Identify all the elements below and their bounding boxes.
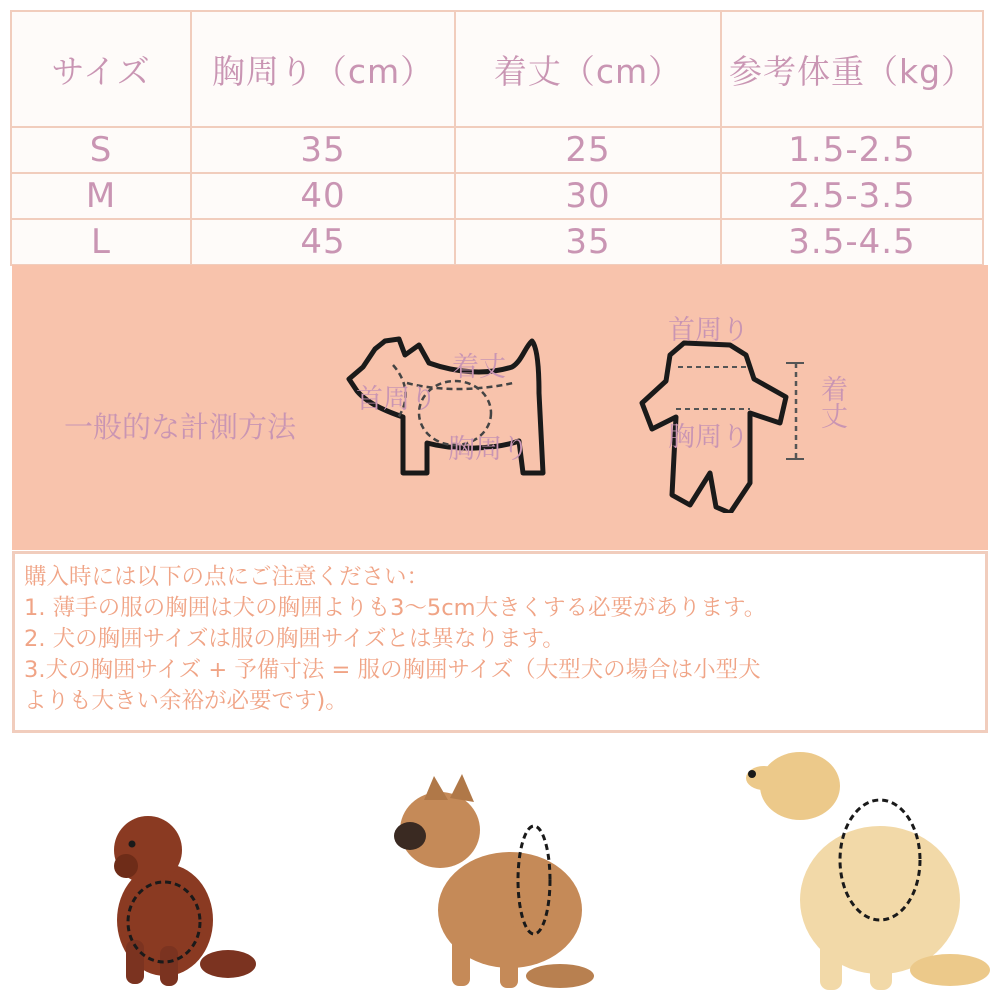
notes-heading: 購入時には以下の点にご注意ください：	[24, 564, 430, 590]
table-row	[12, 128, 988, 174]
dog-chest-label: 胸周り	[448, 434, 529, 465]
measurement-panel	[12, 265, 988, 550]
retriever-photo	[746, 752, 990, 990]
length-cell: 35	[454, 218, 722, 266]
poodle-photo	[114, 816, 256, 986]
dog-length-label: 着丈	[452, 352, 506, 383]
length-cell: 25	[454, 126, 722, 174]
garment-neck-label: 首周り	[668, 315, 749, 346]
weight-cell: 2.5-3.5	[720, 172, 984, 220]
table-header-row	[12, 12, 988, 128]
garment-chest-label: 胸周り	[668, 422, 749, 453]
purchase-notes	[12, 551, 988, 733]
dog-neck-label: 首周り	[356, 384, 437, 415]
table-row	[12, 174, 988, 220]
size-cell: M	[10, 172, 192, 220]
note-line: 2. 犬の胸囲サイズは服の胸囲サイズとは異なります。	[24, 626, 565, 652]
note-line: 1. 薄手の服の胸囲は犬の胸囲よりも3～5cm大きくする必要があります。	[24, 595, 767, 621]
chest-cell: 45	[190, 218, 456, 266]
bulldog-photo	[394, 774, 594, 988]
note-line: よりも大きい余裕が必要です)。	[24, 688, 348, 714]
note-line: 3.犬の胸囲サイズ + 予備寸法 = 服の胸囲サイズ（大型犬の場合は小型犬	[24, 657, 761, 683]
weight-cell: 1.5-2.5	[720, 126, 984, 174]
chest-cell: 35	[190, 126, 456, 174]
dog-photos	[0, 740, 1000, 1000]
header-chest: 胸周り（cm）	[190, 10, 456, 128]
measurement-title: 一般的な計測方法	[64, 410, 297, 444]
size-cell: L	[10, 218, 192, 266]
header-weight: 参考体重（kg）	[720, 10, 984, 128]
header-size: サイズ	[10, 10, 192, 128]
size-cell: S	[10, 126, 192, 174]
length-cell: 30	[454, 172, 722, 220]
weight-cell: 3.5-4.5	[720, 218, 984, 266]
chest-cell: 40	[190, 172, 456, 220]
header-length: 着丈（cm）	[454, 10, 722, 128]
size-table	[12, 12, 988, 266]
garment-length-label: 着丈	[816, 375, 847, 429]
table-row	[12, 220, 988, 266]
